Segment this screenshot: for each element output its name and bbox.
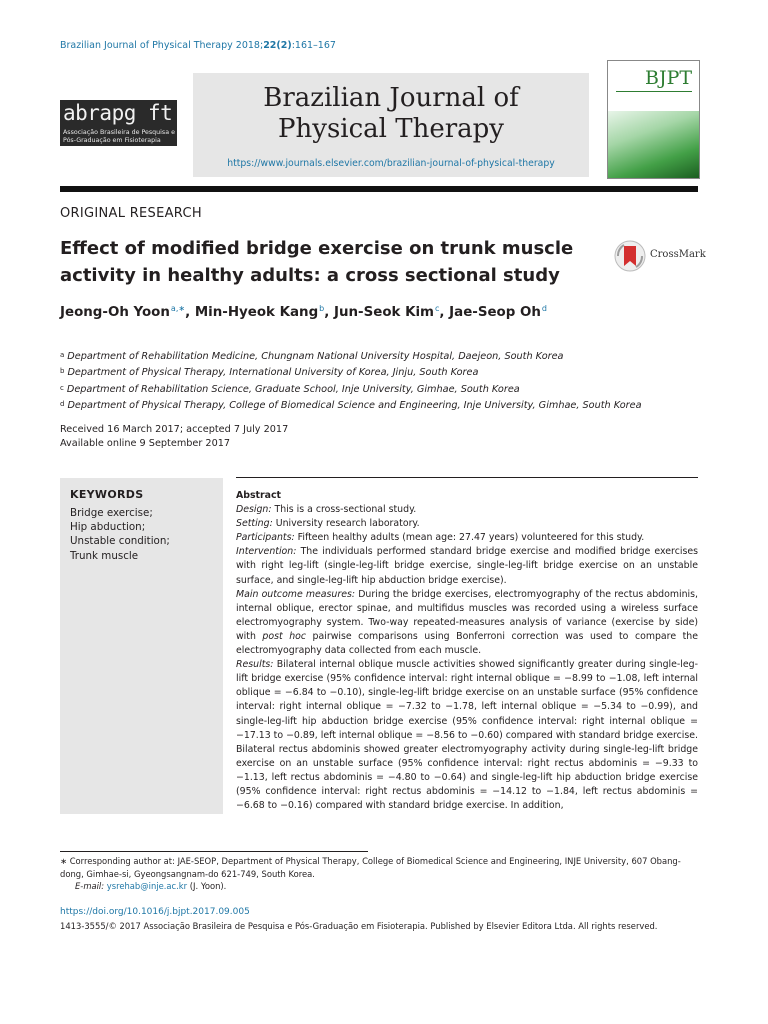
affiliation-mark: b	[60, 367, 65, 376]
footnote-mark: ∗	[60, 856, 68, 866]
abstract-intervention	[236, 545, 698, 587]
cover-artwork	[608, 111, 699, 178]
journal-url-link[interactable]: https://www.journals.elsevier.com/brazilian-journal-of-physical-therapy	[227, 158, 555, 169]
cover-abbrev: BJPT	[645, 67, 693, 89]
keyword-item: Hip abduction;	[70, 521, 146, 534]
journal-title-line2: Physical Therapy	[278, 114, 504, 144]
email-link[interactable]: ysrehab@inje.ac.kr	[106, 881, 188, 891]
article-title: Effect of modified bridge exercise on trunk muscle activity in healthy adults: a cross sectional study	[60, 238, 574, 286]
affiliation-mark: c	[60, 383, 64, 392]
journal-masthead	[193, 73, 589, 177]
crossmark-icon	[614, 238, 646, 274]
abstract-divider	[236, 477, 698, 478]
corresponding-author-footnote	[60, 855, 700, 893]
keywords-list	[70, 506, 170, 563]
email-label: E-mail:	[75, 881, 105, 891]
author-list	[60, 304, 547, 320]
journal-title	[193, 83, 589, 145]
author-name: Jun-Seok Kim	[333, 305, 435, 320]
society-logo-line2: Pós-Graduação em Fisioterapia	[63, 136, 161, 144]
doi-link[interactable]: https://doi.org/10.1016/j.bjpt.2017.09.005	[60, 907, 250, 917]
abstract-participants-label: Participants:	[236, 532, 295, 544]
affiliation-list	[60, 348, 720, 413]
author-affiliation-mark[interactable]: c	[435, 304, 440, 313]
section-label: ORIGINAL RESEARCH	[60, 206, 202, 221]
abstract-setting	[236, 517, 698, 531]
abstract-participants	[236, 531, 698, 545]
email-suffix: (J. Yoon).	[187, 881, 227, 891]
abstract	[236, 489, 698, 813]
abstract-outcome-text-b: pairwise comparisons using Bonferroni correction was used to compare the electromyography data collected from each muscle.	[236, 630, 698, 657]
author-separator: ,	[324, 305, 334, 320]
author-name: Jeong-Oh Yoon	[60, 305, 170, 320]
abstract-results-text: Bilateral internal oblique muscle activities showed significantly greater during single-leg-lift bridge exercise (95% confidence interval: right internal oblique = −8.99 to −1.08, left internal oblique = −6.84 to −0.10), single-leg-lift bridge exercise on an unstable surface (95% confidence interval: right internal oblique = −7.32 to −1.78, left internal oblique = −5.34 to −0.99), and single-leg-lift hip abduction bridge exercise (95% confidence interval: right internal oblique = −17.13 to −0.89, left internal oblique = −8.56 to −0.60) compared with standard bridge exercise. Bilateral rectus abdominis showed greater electromyography activity during single-leg-lift bridge exercise on an unstable surface (95% confidence interval: right rectus abdominis = −9.33 to −1.13, left rectus abdominis = −4.80 to −0.64) and single-leg-lift hip abduction bridge exercise (95% confidence interval: right rectus abdominis = −14.12 to −1.84, left rectus abdominis = −6.68 to −0.16) compared with standard bridge exercise. In addition,	[236, 659, 698, 812]
keyword-item: Unstable condition;	[70, 535, 170, 548]
footnote-body: Corresponding author at: JAE-SEOP, Department of Physical Therapy, College of Biomedical Science and Engineering, INJE University, 607 Obang-dong, Gimhae-si, Gyeongsangnam-do 621-749, South Korea.	[60, 856, 681, 879]
author-affiliation-mark[interactable]: d	[541, 304, 547, 313]
abstract-outcome-label: Main outcome measures:	[236, 588, 356, 600]
copyright-line: 1413-3555/© 2017 Associação Brasileira de Pesquisa e Pós-Graduação em Fisioterapia. Published by Elsevier Editora Ltda. All rights reserved.	[60, 921, 658, 931]
affiliation-item	[60, 364, 720, 380]
header-divider	[60, 186, 698, 192]
journal-ref-prefix: Brazilian Journal of Physical Therapy 2018;	[60, 40, 264, 51]
society-logo	[60, 100, 177, 146]
journal-ref-pages: :161–167	[291, 40, 336, 51]
keywords-heading: KEYWORDS	[70, 488, 144, 501]
affiliation-item	[60, 348, 720, 364]
online-date: Available online 9 September 2017	[60, 438, 231, 449]
abstract-setting-text: University research laboratory.	[272, 518, 420, 530]
crossmark-badge[interactable]	[614, 238, 704, 274]
abstract-intervention-text: The individuals performed standard bridge exercise and modified bridge exercises with right leg-lift (single-leg-lift bridge exercise, single-leg-lift bridge exercise on an unstable surface, and single-leg-lift hip abduction bridge exercise).	[236, 546, 698, 586]
journal-reference	[60, 40, 336, 51]
keywords-panel	[60, 478, 223, 814]
abstract-design	[236, 503, 698, 517]
keyword-item: Bridge exercise;	[70, 507, 153, 519]
journal-cover-thumbnail	[607, 60, 700, 179]
abstract-outcome-text-a: During the bridge exercises, electromyography of the rectus abdominis, internal oblique, erector spinae, and multifidus muscles was recorded using a wireless surface electromyography system. Two-way repeated-measures analysis of variance (exercise by side) with	[236, 588, 698, 642]
affiliation-item	[60, 397, 720, 413]
abstract-outcome	[236, 588, 698, 658]
journal-ref-volume: 22(2)	[263, 40, 292, 51]
footnote-text	[60, 855, 700, 880]
author-separator: ,	[439, 305, 450, 320]
footnote-email-line	[60, 880, 700, 893]
affiliation-text: Department of Rehabilitation Science, Graduate School, Inje University, Gimhae, South Korea	[66, 383, 520, 395]
society-logo-line1: Associação Brasileira de Pesquisa e	[63, 129, 175, 136]
affiliation-text: Department of Rehabilitation Medicine, Chungnam National University Hospital, Daejeon, South Korea	[67, 351, 564, 362]
author-name: Min-Hyeok Kang	[194, 305, 319, 320]
abstract-results-label: Results:	[236, 659, 274, 671]
keyword-item: Trunk muscle	[70, 549, 139, 562]
author-affiliation-mark[interactable]: b	[319, 304, 325, 313]
article-dates	[60, 423, 288, 451]
abstract-setting-label: Setting:	[236, 518, 273, 530]
abstract-participants-text: Fifteen healthy adults (mean age: 27.47 years) volunteered for this study.	[294, 532, 645, 544]
abstract-design-label: Design:	[236, 504, 272, 516]
footnote-divider	[60, 851, 368, 852]
abstract-heading: Abstract	[236, 490, 282, 501]
abstract-results	[236, 658, 698, 813]
society-logo-subtitle	[63, 129, 175, 144]
author-separator: ,	[185, 305, 195, 320]
author-name: Jae-Seop Oh	[449, 305, 541, 320]
author-affiliation-mark[interactable]: a,∗	[170, 304, 186, 313]
affiliation-mark: a	[60, 351, 65, 359]
affiliation-mark: d	[60, 399, 65, 408]
cover-divider	[616, 91, 692, 92]
abstract-design-text: This is a cross-sectional study.	[271, 504, 417, 516]
affiliation-text: Department of Physical Therapy, College of Biomedical Science and Engineering, Inje University, Gimhae, South Korea	[67, 399, 642, 411]
received-date: Received 16 March 2017; accepted 7 July 2017	[60, 424, 289, 435]
society-logo-word: abrapg ft	[63, 101, 173, 125]
affiliation-item	[60, 381, 720, 397]
affiliation-text: Department of Physical Therapy, International University of Korea, Jinju, South Korea	[67, 367, 479, 379]
abstract-intervention-label: Intervention:	[236, 546, 297, 558]
crossmark-label: CrossMark	[650, 249, 706, 260]
journal-title-line1: Brazilian Journal of	[263, 83, 519, 113]
abstract-outcome-posthoc: post hoc	[262, 630, 307, 642]
